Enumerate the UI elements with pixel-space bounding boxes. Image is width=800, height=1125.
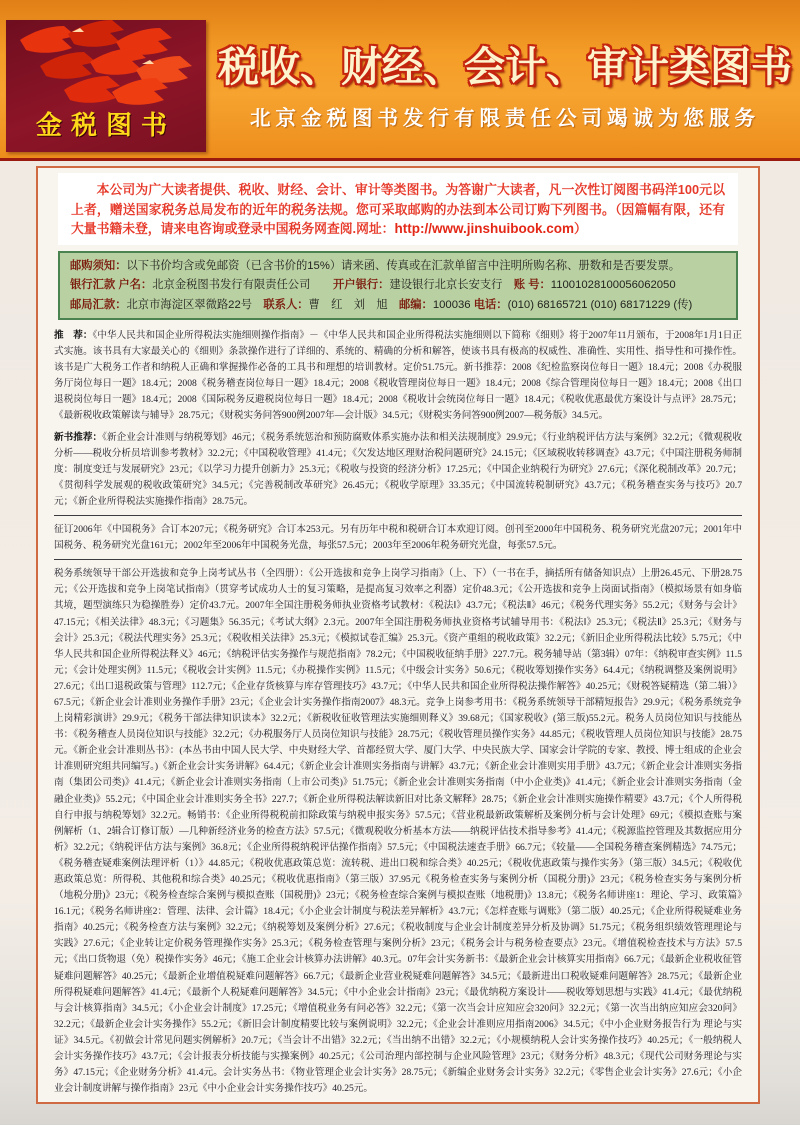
catalog-paragraph [54,566,742,1097]
catalog-paragraph-text: 税务系统领导干部公开选拔和竞争上岗考试丛书（全四册）：《公开选拔和竞争上岗学习指南》（上、下）（一书在手，摘括所有储备知识点）上册26.45元、下册28.75元；《公开选拔和竞争上岗笔试指南》（贯穿考试成功人士的复习策略，是提高复习效率之利器）定价48.3元；《公开选拔和竞争上岗面试指南》（模拟场景有如身临其境，题型演练只为稳操胜券）定价43.7元。2007年全国注册税务师执业资格考试教材：《税法Ⅰ》43.7元；《税法Ⅱ》46元；《税务代理实务》55.2元；《财务与会计》47.15元；《相关法律》48.3元；《习题集》56.35元；《考试大纲》2.3元。2007年全国注册税务师执业资格考试辅导用书：《税法Ⅰ》25.3元；《税法Ⅱ》25.3元；《财务与会计》25.3元；《税法代理实务》25.3元；《税收相关法律》25.3元；《模拟试卷汇编》25.3元。《资产重组的税收政策》32.2元；《新旧企业所得税法比较》5.75元；《中华人民共和国企业所得税法释义》46元；《纳税评估实务操作与规范指南》78.2元；《中国税收征纳手册》227.7元。税务辅导站（第3辑）07年：《纳税审查实例》11.5元；《会计处理实例》11.5元；《税收会计实例》11.5元；《办税操作实例》11.5元；《中级会计实务》50.6元；《税收筹划操作实务》64.4元；《纳税调整及案例说明》27.6元；《出口退税政策与管理》112.7元；《企业存货核算与库存管理技巧》43.7元；《中华人民共和国企业所得税法操作解答》40.25元；《财税答疑精选（第二辑）》67.5元；《新企业会计准则业务操作手册》23元；《企业会计实务操作指南2007》48.3元。竞争上岗参考用书：《税务系统领导干部精短报告》29.9元；《税务系统竞争上岗精彩演讲》29.9元；《税务干部法律知识读本》32.2元；《新税收征收管理法实施细则释义》39.68元；《国家税收》(第三版)55.2元。税务人员岗位知识与技能丛书：《税务稽查人员岗位知识与技能》32.2元；《办税服务厅人员岗位知识与技能》28.75元；《税收管理员操作实务》44.85元；《税收管理人员岗位知识与技能》28.75元。《新企业会计准则丛书》：(本丛书由中国人民大学、中央财经大学、首都经贸大学、厦门大学、中央民族大学、国家会计学院的专家、教授、博士组成的企业会计准则研究组共同编写。)《新企业会计实务讲解》64.4元；《新企业会计准则实务指南与讲解》43.7元；《新企业会计准则实用手册》43.7元；《新企业会计准则实务指南（集团公司类)》41.4元；《新企业会计准则实务指南（上市公司类)》51.75元；《新企业会计准则实务指南（中小企业类)》41.4元；《新企业会计准则实务指南（金融企业类)》55.2元；《中国企业会计准则实务全书》227.7；《新企业所得税法解读新旧对比条文解释》28.75；《新企业会计准则实施操作精要》43.7元；《个人所得税自行申报与纳税筹划》32.2元。畅销书：《企业所得税税前扣除政策与纳税申报实务》57.5元；《营业税最新政策解析及案例分析与会计处理》69元；《模拟查账与案例解析（1、2辑合订修订版）—几种新经济业务的检查方法》57.5元；《微观税收分析基本方法——纳税评估技术指导参考》41.4元；《税源监控管理及其数据应用分析》32.2元；《纳税评估方法与案例》36.8元；《企业所得税纳税评估操作指南》57.5元；《中国税法速查手册》66.7元；《较量——全国税务稽查案例精选》74.75元；《税务稽查疑难案例法理评析（1）》44.85元；《税收优惠政策总览：流转税、进出口税和综合类》40.25元；《税收优惠政策与操作实务》（第三版）34.5元；《税收优惠政策总览：所得税、其他税和综合类》40.25元；《税收优惠指南》（第三版）37.95元《税务检查实务与案例分析（国税分册)》23元；《税务检查实务与案例分析（地税分册)》23元；《税务检查综合案例与模拟查账（国税册)》23元；《税务检查综合案例与模拟查账（地税册)》13.8元；《税务名师讲座1：理论、学习、政策篇》16.1元；《税务名师讲座2：管理、法律、会计篇》18.4元；《小企业会计制度与税法差异解析》43.7元；《怎样查账与调账》（第二版）40.25元；《企业所得税疑难业务指南》40.25元；《税务检查方法与案例》32.2元；《纳税筹划及案例分析》27.6元；《税收制度与企业会计制度差异分析及协调》51.75元；《税务组织绩效管理理论与实践》27.6元；《企业转让定价税务管理操作实务》25.3元；《税务检查管理与案例分析》23元；《税务会计与税务检查要点》23元。《增值税检查技术与方法》57.5元；《出口货物退（免）税操作实务》46元；《施工企业会计核算办法讲解》40.3元。07年会计实务新书：《最新企业会计核算实用指南》66.7元；《最新企业税收征管疑难问题解答》40.25元；《最新企业增值税疑难问题解答》66.7元；《最新企业营业税疑难问题解答》34.5元；《最新进出口税收疑难问题解答》28.75元；《最新企业所得税疑难问题解答》41.4元；《最新个人税疑难问题解答》34.5元；《中小企业会计指南》23元；《最优纳税方案设计——税收筹划思想与实践》41.4元；《最优纳税与会计核算指南》34.5元；《小企业会计制度》17.25元；《增值税业务有问必答》32.2元；《第一次当会计应知应会320问》32.2元；《第一次当出纳应知应会320问》32.2元；《最新企业会计实务操作》55.2元；《新旧会计制度精要比较与案例说明》32.2元；《企业会计准则应用指南2006》34.5元；《中小企业财务报告行为 理论与实证》34.5元。《初做会计常见问题实例解析》20.7元；《当会计不出错》32.2元；《当出纳不出错》32.2元；《小规模纳税人会计实务操作技巧》40.25元；《一般纳税人会计实务操作技巧》43.7元；《会计报表分析技能与实操案例》40.25元；《公司治理内部控制与企业风险管理》23元；《财务分析》48.3元；《现代公司财务理论与实务》47.15元；《企业财务分析》41.4元。会计实务丛书：《物业管理企业会计实务》28.75元；《新编企业财务会计实务》32.2元；《零售企业会计实务》27.6元；《小企业会计制度讲解与操作指南》23元《中小企业会计实务操作技巧》40.25元。 [54,568,742,1095]
intro-paragraph [71,180,725,239]
intro-text-before-url: 本公司为广大读者提供、税收、财经、会计、审计等类图书。为答谢广大读者，凡一次性订阅图书码洋100元以上者，赠送国家税务总局发布的近年的税务法规。您可采取邮购的办法到本公司订购下列图书。（因篇幅有限，还有大量书籍未登，请来电咨询或登录中国税务网查阅.网址： [71,182,725,236]
mail-order-label: 邮局汇款： [70,298,127,311]
header-titles [210,0,800,158]
section-divider [54,1102,742,1103]
mail-order-label: 邮购须知： [70,259,127,272]
mail-order-line [70,257,726,277]
mail-order-value: 11001028100056062050 [550,279,676,291]
mail-order-value: 北京金税图书发行有限责任公司 [152,279,333,291]
mail-order-label: 银行汇款 户名： [70,279,153,291]
intro-box [58,173,738,245]
catalog-paragraph-text: 征订2006年《中国税务》合订本207元；《税务研究》合订本253元。另有历年中税和税研合订本欢迎订阅。创刊至2000年中国税务、税务研究光盘207元；2001年中国税务、税务研究光盘161元；2002年至2006年中国税务光盘，每张57.5元；2003年至2006年税务研究光盘，每张57.5元。 [54,524,742,552]
mail-order-value: 北京市海淀区翠微路22号 [126,298,264,311]
logo-text: 金税图书 [35,110,176,140]
mail-order-label: 联系人： [263,298,309,311]
intro-text-after-url: ） [573,221,587,236]
website-url: http://www.jinshuibook.com [394,221,574,236]
mail-order-value: (010) 68165721 (010) 68171229 (传) [507,298,693,311]
catalog-paragraph-lead: 推 荐： [54,330,93,341]
book-catalog-text [54,328,742,1103]
mail-order-value: 曹 红 刘 旭 [308,298,399,311]
header-banner [0,0,800,161]
mail-order-line [70,276,726,296]
catalog-paragraph-text: 《新企业会计准则与纳税筹划》46元；《税务系统惩治和预防腐败体系实施办法和相关法规制度》29.9元；《行业纳税评估方法与案例》32.2元；《微观税收分析——税收分析员培训参考教材》32.2元；《中国税收管理》41.4元；《欠发达地区理财治税问题研究》24.15元；《区域税收转移调查》43.7元；《中国注册税务师制度：制度变迁与发展研究》23元；《以学习力提升创新力》25.3元；《税收与投资的经济分析》17.25元；《中国企业纳税行为研究》27.6元；《深化税制改革》20.7元；《贯彻科学发展观的税收政策研究》34.5元；《完善税制改革研究》26.45元；《税收学原理》33.35元；《中国流转税制研究》43.7元；《税务稽查实务与技巧》20.7元；《新企业所得税法实施操作指南》28.75元。 [54,431,742,507]
mail-order-value: 建设银行北京长安支行 [389,279,514,291]
mail-order-box [58,251,738,321]
mail-order-line [70,296,726,316]
page-subtitle: 北京金税图书发行有限责任公司竭诚为您服务 [250,107,760,130]
catalog-paragraph [54,522,742,554]
jinshui-logo-box [6,20,206,152]
section-divider [54,559,742,560]
section-divider [54,515,742,516]
content-frame [36,166,760,1104]
mail-order-label: 账 号： [513,279,551,291]
mail-order-label: 开户银行： [332,279,390,291]
red-flags-icon [10,12,206,112]
catalog-paragraph-lead: 新书推荐： [54,431,103,443]
catalog-paragraph [54,430,742,510]
mail-order-label: 电话： [473,298,508,311]
mail-order-label: 邮编： [398,298,433,311]
mail-order-value: 100036 [432,298,474,311]
page-title: 税收、财经、会计、审计类图书 [218,44,792,90]
catalog-paragraph [54,328,742,425]
mail-order-value: 以下书价均含或免邮资（已含书价的15%）请来函、传真或在汇款单留言中注明所购名称、册数和是否要发票。 [126,259,681,272]
catalog-paragraph-text: 《中华人民共和国企业所得税法实施细则操作指南》－《中华人民共和国企业所得税法实施细则以下简称《细则》将于2007年11月颁布，于2008年1月1日正式实施。该书具有大家最关心的《细则》条款操作进行了详细的、系统的、精确的分析和解答，使该书具有极高的权威性、准确性、实用性、指导性和可操作性。该书是广大税务工作者和纳税人正确和掌握操作必备的工具书和理想的培训教材。定价51.75元。新书推荐：2008《纪检监察岗位每日一题》18.4元；2008《办税服务厅岗位每日一题》18.4元；2008《税务稽查岗位每日一题》18.4元；2008《税收管理岗位每日一题》18.4元；2008《综合管理岗位每日一题》18.4元；2008《出口退税岗位每日一题》18.4元；2008《国际税务反避税岗位每日一题》18.4元；2008《税收计会统岗位每日一题》18.4元；《税收优惠最优方案设计与点评》28.75元；《最新税收政策解读与辅导》28.75元；《财税实务问答900例2007年—会计版》34.5元；《财税实务问答900例2007—税务版》34.5元。 [54,330,743,422]
